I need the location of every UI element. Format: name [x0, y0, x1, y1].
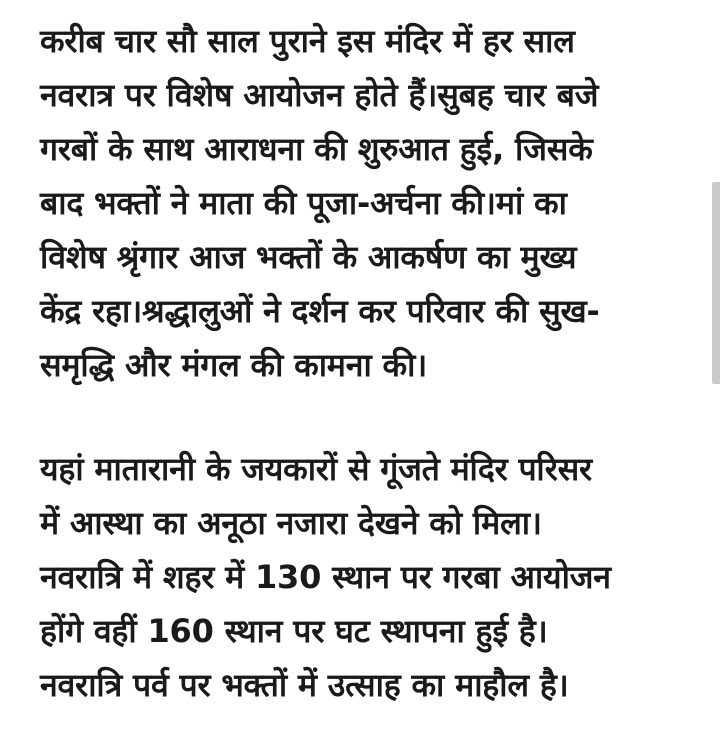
- text-line: होंगे वहीं 160 स्थान पर घट स्थापना हुई है।: [40, 612, 548, 650]
- text-line: केंद्र रहा।श्रद्धालुओं ने दर्शन कर परिवार की सुख-: [40, 292, 600, 330]
- paragraph-2: [40, 442, 700, 712]
- article-body: [40, 14, 700, 712]
- text-line: यहां मातारानी के जयकारों से गूंजते मंदिर परिसर: [40, 450, 592, 488]
- text-line: नवरात्रि पर्व पर भक्तों में उत्साह का माहौल है।: [40, 666, 569, 704]
- text-line: बाद भक्तों ने माता की पूजा-अर्चना की।मां का: [40, 184, 567, 222]
- text-line: नवरात्र पर विशेष आयोजन होते हैं।सुबह चार बजे: [40, 76, 599, 114]
- paragraph-spacer: [40, 392, 700, 442]
- text-line: विशेष श्रृंगार आज भक्तों के आकर्षण का मुख्य: [40, 238, 577, 276]
- text-line: में आस्था का अनूठा नजारा देखने को मिला।: [40, 504, 542, 542]
- scrollbar-thumb[interactable]: [712, 182, 720, 384]
- text-line: नवरात्रि में शहर में 130 स्थान पर गरबा आयोजन: [40, 558, 611, 596]
- text-line: गरबों के साथ आराधना की शुरुआत हुई, जिसके: [40, 130, 593, 168]
- paragraph-1: [40, 14, 700, 392]
- text-line: करीब चार सौ साल पुराने इस मंदिर में हर साल: [40, 22, 575, 60]
- text-line: समृद्धि और मंगल की कामना की।: [40, 346, 428, 384]
